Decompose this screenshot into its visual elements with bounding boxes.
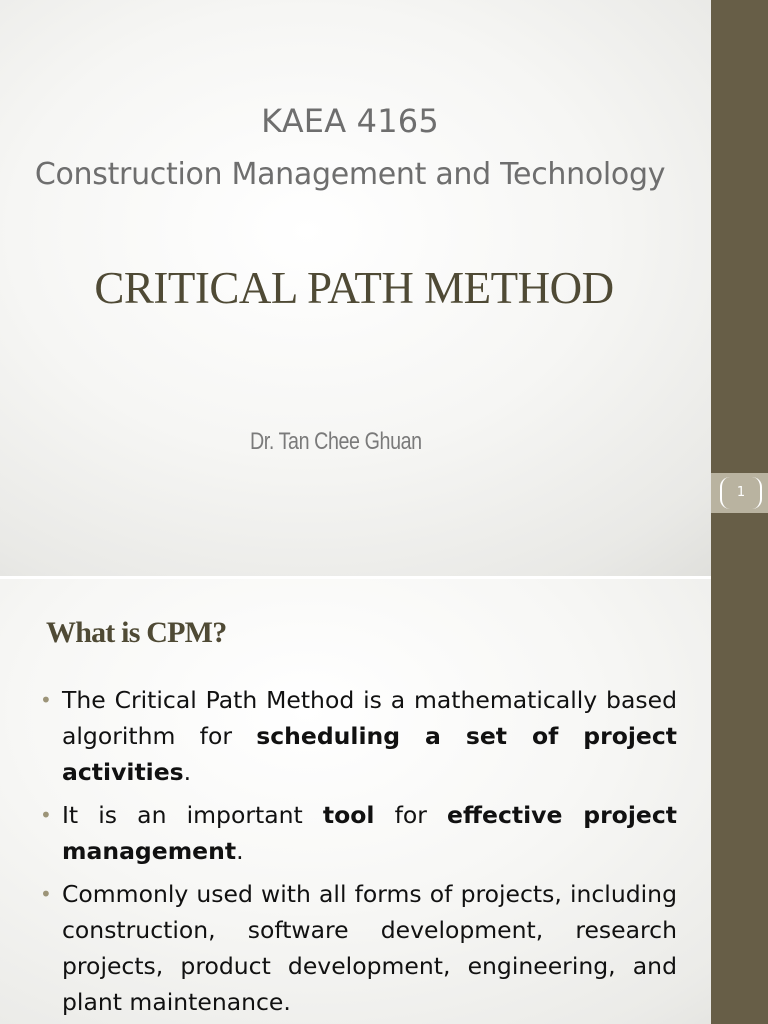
slide-number-tab	[711, 473, 768, 513]
course-title: Construction Management and Technology	[34, 157, 666, 192]
content-slide	[0, 578, 768, 1024]
bullet-icon: •	[40, 803, 52, 827]
list-item	[40, 682, 677, 790]
bullet-emphasis: tool	[322, 801, 375, 829]
slide-heading: What is CPM?	[46, 616, 227, 649]
bullet-text: The Critical Path Method is a mathematically based algorithm for	[62, 686, 677, 750]
bullet-text: It is an important	[62, 801, 323, 829]
bullet-emphasis: scheduling a set of project activities	[62, 722, 678, 786]
bullet-text: .	[236, 837, 244, 865]
slide-number: 1	[720, 477, 762, 509]
list-item	[40, 797, 677, 869]
bullet-text: for	[374, 801, 448, 829]
bullet-text: .	[183, 758, 192, 786]
main-title: CRITICAL PATH METHOD	[94, 263, 614, 313]
course-code: KAEA 4165	[261, 102, 439, 140]
bullet-emphasis: effective project management	[62, 801, 677, 865]
bullet-list	[40, 682, 677, 1024]
slide-divider	[0, 576, 711, 579]
bullet-icon: •	[40, 882, 52, 906]
author-name: Dr. Tan Chee Ghuan	[250, 428, 422, 455]
bullet-text: Commonly used with all forms of projects, including construction, software development, research projects, product development, engineering, and plant maintenance.	[62, 880, 677, 1016]
list-item	[40, 876, 677, 1020]
bullet-icon: •	[40, 688, 52, 712]
